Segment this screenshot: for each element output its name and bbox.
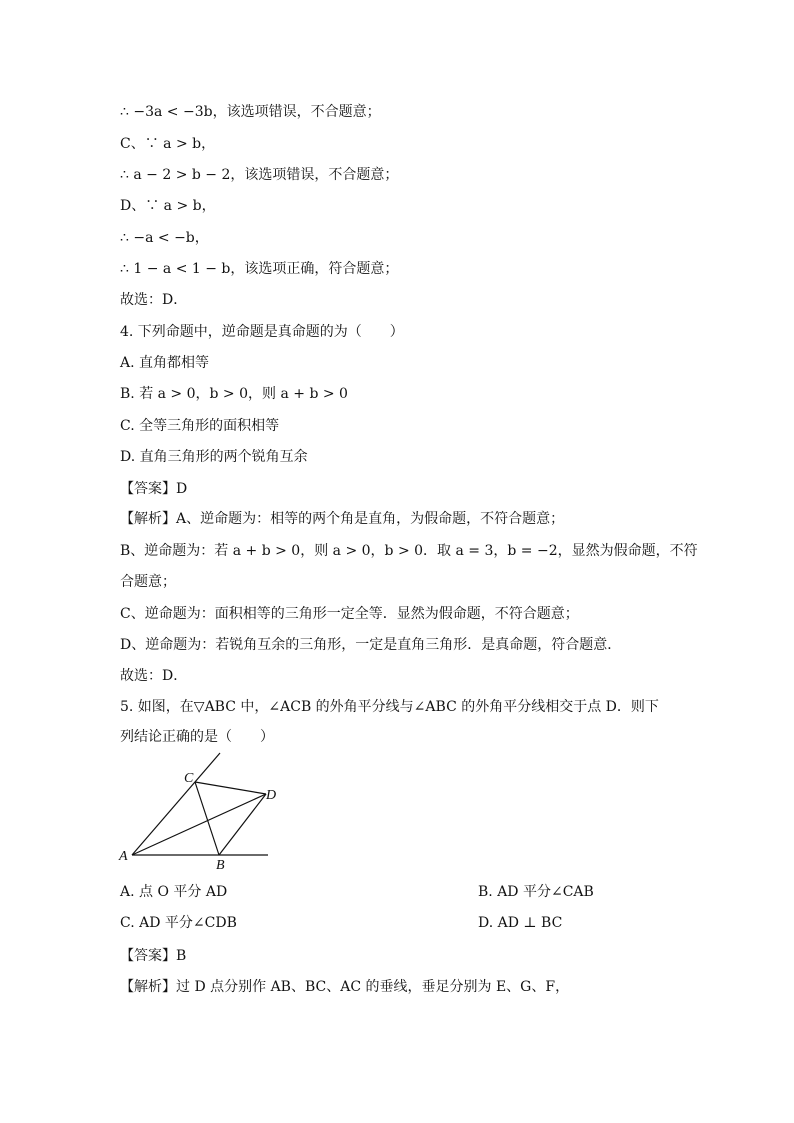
question-4-option-c: C. 全等三角形的面积相等 bbox=[120, 418, 280, 434]
question-5-analysis: 【解析】过 D 点分别作 AB、BC、AC 的垂线，垂足分别为 E、G、F， bbox=[120, 979, 570, 995]
solution-conclusion: 故选：D． bbox=[120, 292, 188, 308]
question-5-stem-line-2: 列结论正确的是（ ） bbox=[120, 729, 274, 745]
geometry-figure bbox=[118, 752, 278, 872]
solution-line-6: ∴ 1 − a < 1 − b，该选项正确，符合题意； bbox=[120, 261, 399, 277]
question-4-analysis-3: 合题意； bbox=[120, 574, 176, 590]
solution-line-5: ∴ −a < −b， bbox=[120, 230, 209, 246]
question-4-option-d: D. 直角三角形的两个锐角互余 bbox=[120, 449, 308, 465]
question-4-stem: 4. 下列命题中，逆命题是真命题的为（ ） bbox=[120, 324, 404, 340]
label-a: A bbox=[119, 849, 128, 864]
segment-cb bbox=[195, 782, 219, 855]
segment-cd bbox=[195, 782, 266, 794]
question-4-conclusion: 故选：D． bbox=[120, 668, 188, 684]
solution-line-1: ∴ −3a < −3b，该选项错误，不合题意； bbox=[120, 104, 381, 120]
label-c: C bbox=[184, 771, 194, 786]
label-b: B bbox=[216, 858, 225, 872]
solution-line-3: ∴ a − 2 > b − 2，该选项错误，不合题意； bbox=[120, 167, 399, 183]
question-5-answer: 【答案】B bbox=[120, 948, 187, 964]
question-4-option-a: A. 直角都相等 bbox=[120, 355, 210, 371]
label-d: D bbox=[266, 788, 277, 803]
extended-line-ac bbox=[132, 753, 220, 855]
solution-line-2: C、∵ a > b， bbox=[120, 136, 216, 152]
question-5-option-d: D. AD ⊥ BC bbox=[478, 915, 563, 931]
question-4-analysis-2: B、逆命题为：若 a + b > 0，则 a > 0，b > 0．取 a = 3，b = −2，显然为假命题，不符 bbox=[120, 543, 698, 559]
question-4-analysis-4: C、逆命题为：面积相等的三角形一定全等．显然为假命题，不符合题意； bbox=[120, 606, 579, 622]
question-4-analysis-1: 【解析】A、逆命题为：相等的两个角是直角，为假命题，不符合题意； bbox=[120, 511, 565, 527]
segment-bd bbox=[219, 794, 266, 855]
segment-ad bbox=[132, 794, 266, 855]
question-5-option-a: A. 点 O 平分 AD bbox=[120, 884, 228, 900]
question-4-analysis-5: D、逆命题为：若锐角互余的三角形，一定是直角三角形．是真命题，符合题意． bbox=[120, 637, 622, 653]
question-4-answer: 【答案】D bbox=[120, 481, 188, 497]
question-5-option-b: B. AD 平分∠CAB bbox=[478, 884, 594, 900]
question-5-stem-line-1: 5. 如图，在▽ABC 中，∠ACB 的外角平分线与∠ABC 的外角平分线相交于点 D．则下 bbox=[120, 699, 659, 715]
solution-line-4: D、∵ a > b， bbox=[120, 198, 216, 214]
question-4-option-b: B. 若 a > 0，b > 0，则 a + b > 0 bbox=[120, 386, 348, 402]
question-5-option-c: C. AD 平分∠CDB bbox=[120, 915, 237, 931]
